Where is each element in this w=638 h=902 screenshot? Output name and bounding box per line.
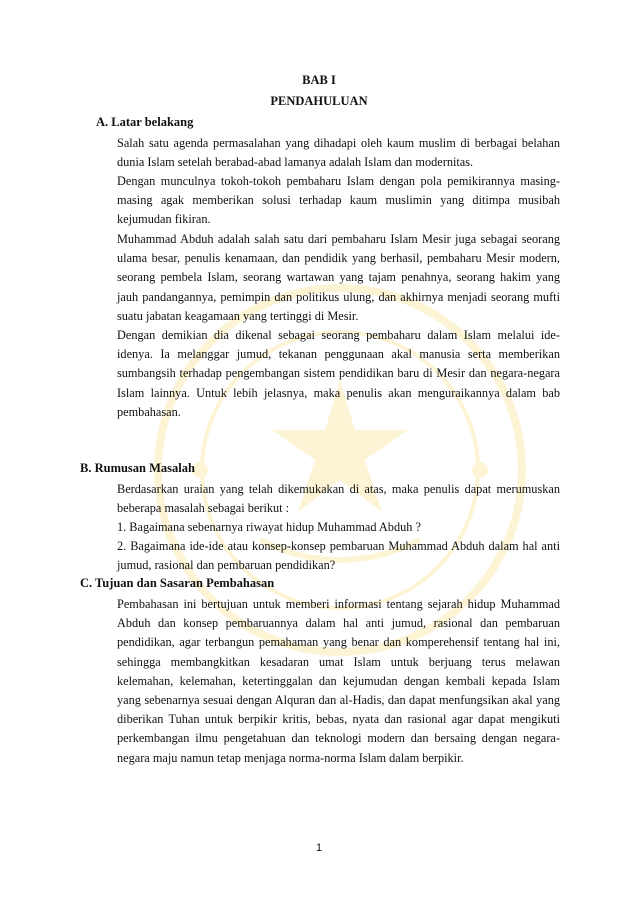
list-item: 2. Bagaimana ide-ide atau konsep-konsep pembaruan Muhammad Abduh dalam hal anti jumud, rasional dan pembaruan pendidikan? [117,539,560,573]
page-number: 1 [315,842,323,854]
section-heading-tujuan-dan-sasaran: C. Tujuan dan Sasaran Pembahasan [80,576,275,590]
section-heading-rumusan-masalah: B. Rumusan Masalah [80,461,195,475]
paragraph: Salah satu agenda permasalahan yang dihadapi oleh kaum muslim di berbagai belahan dunia Islam setelah berabad-abad lamanya adalah Islam dan modernitas. [117,136,560,170]
chapter-number: BAB I [302,73,336,87]
paragraph: Berdasarkan uraian yang telah dikemukakan di atas, maka penulis dapat merumuskan beberapa masalah sebagai berikut : [117,482,560,516]
paragraph: Dengan munculnya tokoh-tokoh pembaharu Islam dengan pola pemikirannya masing-masing agak memberikan solusi terhadap kaum muslimin yang ditimpa musibah kejumudan fikiran. [117,174,560,227]
paragraph: Dengan demikian dia dikenal sebagai seorang pembaharu dalam Islam melalui ide-idenya. Ia melanggar jumud, tekanan penggunaan akal manusia serta memberikan sumbangsih terhadap pengembangan sistem pendidikan baru di Mesir dan negara-negara Islam lainnya. Untuk lebih jelasnya, maka penulis akan menguraikannya dalam bab pembahasan. [117,328,560,419]
section-heading-latar-belakang: A. Latar belakang [96,115,194,129]
paragraph: Pembahasan ini bertujuan untuk memberi informasi tentang sejarah hidup Muhammad Abduh dan konsep pembaruannya dalam hal anti jumud, rasional dan pembaruan pendidikan, agar terbangun pemahaman yang benar dan komperehensif tentang hal ini, sehingga membangkitkan kesadaran umat Islam untuk berjuang terus melawan kelemahan, kelemahan, ketertinggalan dan kejumudan dengan kembali kepada Islam yang sebenarnya sesuai dengan Alquran dan al-Hadis, dan dapat menfungsikan akal yang diberikan Tuhan untuk berpikir kritis, bebas, nyata dan rasional agar dapat mengikuti perkembangan ilmu pengetahuan dan teknologi modern dan bersaing dengan negara-negara maju namun tetap menjaga norma-norma Islam dalam berpikir. [117,597,560,765]
list-item: 1. Bagaimana sebenarnya riwayat hidup Muhammad Abduh ? [117,520,421,534]
chapter-title: PENDAHULUAN [270,94,368,108]
paragraph: Muhammad Abduh adalah salah satu dari pembaharu Islam Mesir juga sebagai seorang ulama besar, penulis kenamaan, dan pendidik yang berhasil, pembaharu Mesir modern, seorang pembela Islam, seorang wartawan yang tajam penahnya, seorang hakim yang jauh pandangannya, pemimpin dan politikus ulung, dan akhirnya menjadi seorang mufti suatu jabatan keagamaan yang tertinggi di Mesir. [117,232,560,323]
